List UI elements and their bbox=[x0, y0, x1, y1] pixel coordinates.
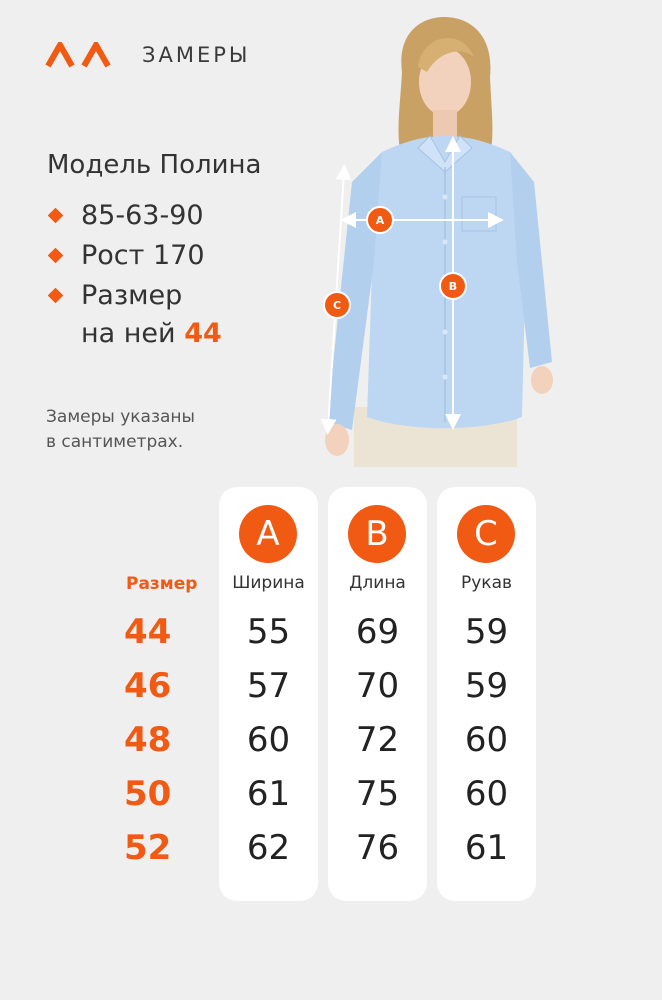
model-size-prefix: на ней bbox=[81, 318, 176, 349]
size-column-header: Размер bbox=[126, 574, 198, 594]
table-cell: 55 bbox=[246, 612, 291, 652]
units-note-line1: Замеры указаны bbox=[46, 407, 195, 427]
table-cell: 69 bbox=[355, 612, 400, 652]
marker-b bbox=[440, 273, 466, 299]
table-cell: 57 bbox=[246, 666, 291, 706]
size-list bbox=[124, 612, 171, 882]
marker-b-label: B bbox=[448, 280, 458, 293]
page-title: ЗАМЕРЫ bbox=[142, 43, 251, 67]
size-cell: 44 bbox=[124, 612, 172, 652]
size-cell: 48 bbox=[124, 720, 172, 760]
width-values bbox=[219, 612, 318, 882]
size-cell: 52 bbox=[124, 828, 172, 868]
table-cell: 72 bbox=[355, 720, 400, 760]
model-measurements: 85-63-90 bbox=[81, 200, 204, 231]
marker-c-label: C bbox=[332, 299, 342, 312]
sleeve-values bbox=[437, 612, 536, 882]
diamond-bullet-icon bbox=[48, 208, 64, 224]
table-cell: 75 bbox=[355, 774, 400, 814]
table-cell: 70 bbox=[355, 666, 400, 706]
table-cell: 59 bbox=[464, 666, 509, 706]
marker-c bbox=[324, 292, 350, 318]
list-item bbox=[47, 277, 222, 353]
length-column bbox=[328, 487, 427, 901]
units-note bbox=[46, 405, 195, 455]
length-values bbox=[328, 612, 427, 882]
badge-a: A bbox=[239, 505, 297, 563]
model-size-line2 bbox=[81, 315, 222, 353]
length-header: Длина bbox=[349, 573, 406, 593]
list-item bbox=[47, 237, 222, 275]
width-header: Ширина bbox=[232, 573, 305, 593]
diamond-bullet-icon bbox=[48, 288, 64, 304]
model-size-value: 44 bbox=[184, 318, 222, 349]
model-name: Модель Полина bbox=[47, 150, 262, 180]
marker-a-label: A bbox=[375, 214, 385, 227]
width-column bbox=[219, 487, 318, 901]
table-cell: 76 bbox=[355, 828, 400, 868]
table-cell: 61 bbox=[246, 774, 291, 814]
units-note-line2: в сантиметрах. bbox=[46, 432, 184, 452]
badge-c: C bbox=[457, 505, 515, 563]
table-cell: 60 bbox=[464, 720, 509, 760]
marker-a bbox=[367, 207, 393, 233]
table-cell: 60 bbox=[246, 720, 291, 760]
model-size-line1: Размер bbox=[81, 280, 183, 311]
brand-logo-icon bbox=[45, 42, 113, 68]
table-cell: 59 bbox=[464, 612, 509, 652]
size-cell: 50 bbox=[124, 774, 172, 814]
table-cell: 60 bbox=[464, 774, 509, 814]
table-cell: 62 bbox=[246, 828, 291, 868]
sleeve-column bbox=[437, 487, 536, 901]
table-cell: 61 bbox=[464, 828, 509, 868]
model-params-list bbox=[47, 197, 222, 355]
sleeve-header: Рукав bbox=[460, 573, 513, 593]
list-item bbox=[47, 197, 222, 235]
model-height: Рост 170 bbox=[81, 240, 205, 271]
size-cell: 46 bbox=[124, 666, 172, 706]
badge-b: B bbox=[348, 505, 406, 563]
diamond-bullet-icon bbox=[48, 248, 64, 264]
model-photo bbox=[312, 12, 580, 467]
